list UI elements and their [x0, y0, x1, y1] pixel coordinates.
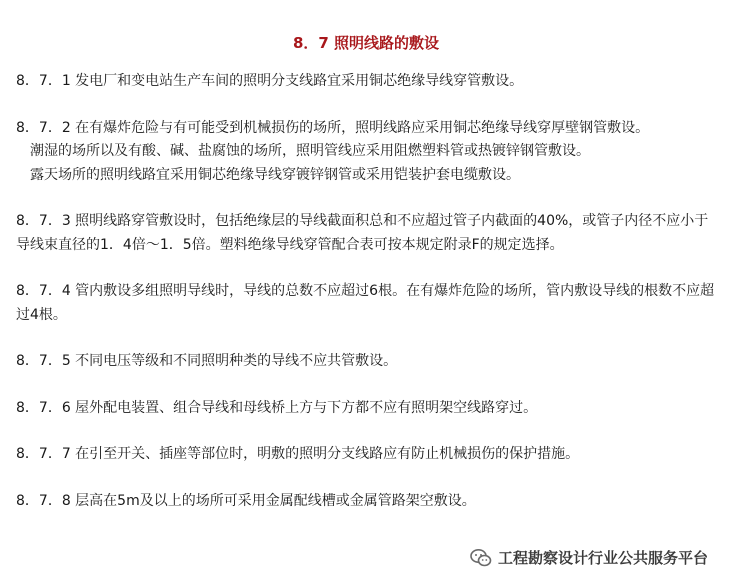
watermark: [470, 547, 708, 568]
clause-8-7-2: [16, 117, 716, 188]
section-title: 8．7 照明线路的敷设: [292, 34, 440, 52]
clause-8-7-3: [16, 210, 716, 257]
clause-text: 8．7．1 发电厂和变电站生产车间的照明分支线路宜采用铜芯绝缘导线穿管敷设。: [16, 73, 524, 89]
clause-8-7-4: [16, 280, 716, 327]
clause-8-7-5: [16, 350, 716, 374]
clause-8-7-6: [16, 397, 716, 421]
clause-text: 8．7．4 管内敷设多组照明导线时，导线的总数不应超过6根。在有爆炸危险的场所，管内敷设导线的根数不应超过4根。: [16, 283, 715, 323]
clause-paragraph: 露天场所的照明线路宜采用铜芯绝缘导线穿镀锌钢管或采用铠装护套电缆敷设。: [30, 166, 520, 183]
clause-8-7-1: [16, 70, 716, 94]
clause-text: 8．7．8 层高在5m及以上的场所可采用金属配线槽或金属管路架空敷设。: [16, 492, 476, 509]
clause-text: 8．7．3 照明线路穿管敷设时，包括绝缘层的导线截面积总和不应超过管子内截面的40%，或管子内径不应小于导线束直径的1．4倍～1．5倍。塑料绝缘导线穿管配合表可按本规定附录F的规定选择。: [16, 213, 709, 253]
clause-text: 8．7．6 屋外配电装置、组合导线和母线桥上方与下方都不应有照明架空线路穿过。: [16, 399, 538, 416]
clause-text: 8．7．5 不同电压等级和不同照明种类的导线不应共管敷设。: [16, 353, 398, 369]
document-body: [16, 30, 716, 536]
clause-text: 8．7．2 在有爆炸危险与有可能受到机械损伤的场所，照明线路应采用铜芯绝缘导线穿厚壁钢管敷设。: [16, 119, 650, 136]
clause-text: 8．7．7 在引至开关、插座等部位时，明敷的照明分支线路应有防止机械损伤的保护措施。: [16, 446, 580, 462]
clause-8-7-8: [16, 490, 716, 514]
clause-8-7-7: [16, 443, 716, 467]
watermark-text: 工程勘察设计行业公共服务平台: [497, 549, 708, 567]
clause-paragraph: 潮湿的场所以及有酸、碱、盐腐蚀的场所，照明管线应采用阻燃塑料管或热镀锌钢管敷设。: [30, 143, 590, 159]
wechat-icon: [470, 548, 492, 568]
